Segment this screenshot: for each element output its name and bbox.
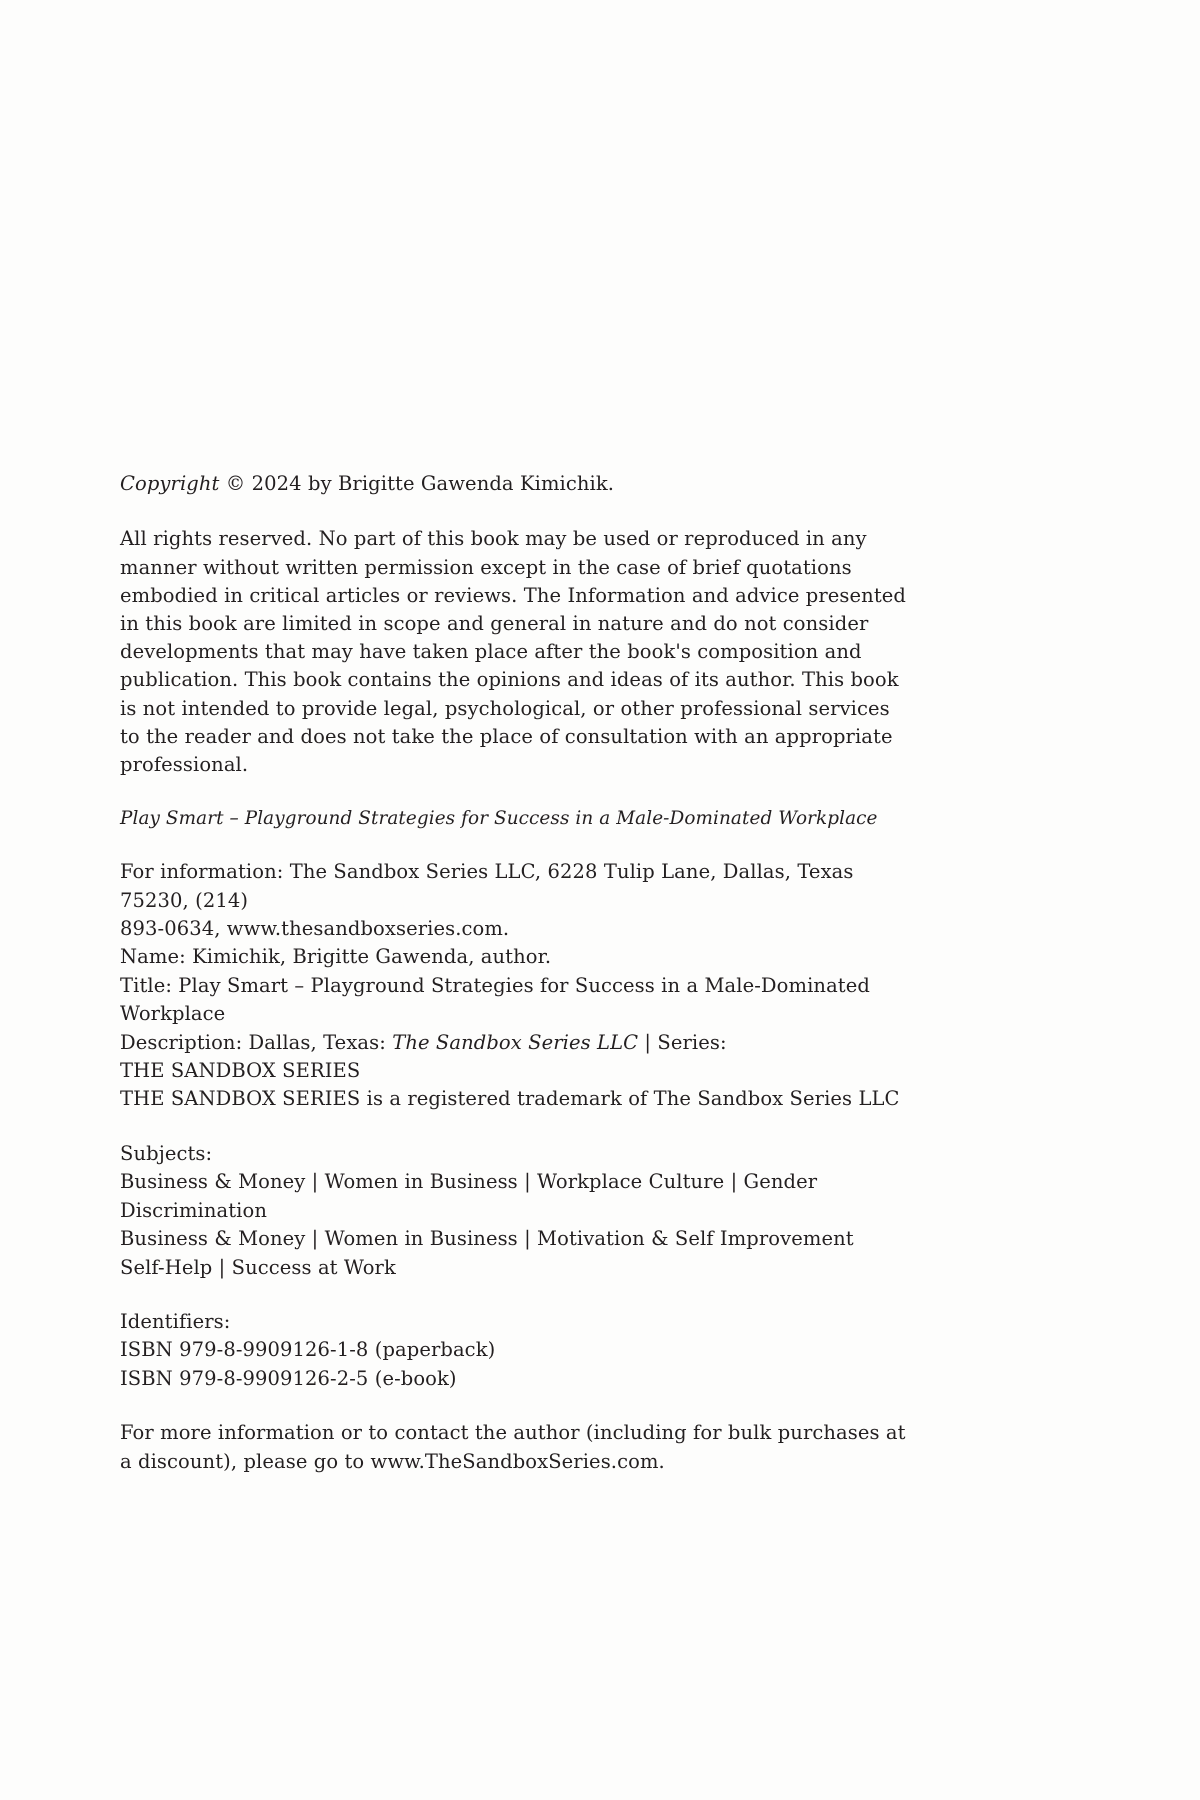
isbn-ebook: ISBN 979-8-9909126-2-5 (e-book)	[120, 1366, 457, 1390]
book-title-line: Play Smart – Playground Strategies for Success in a Male-Dominated Workplace	[120, 808, 878, 830]
cataloging-block	[120, 858, 910, 1114]
copyright-word: Copyright	[120, 472, 220, 495]
description-line	[120, 1029, 910, 1057]
subjects-line: Self-Help | Success at Work	[120, 1255, 396, 1279]
title-line: Title: Play Smart – Playground Strategies for Success in a Male-Dominated Workplace	[120, 973, 870, 1026]
subjects-heading: Subjects:	[120, 1141, 213, 1165]
isbn-paperback: ISBN 979-8-9909126-1-8 (paperback)	[120, 1338, 496, 1362]
trademark-line: THE SANDBOX SERIES is a registered trademark of The Sandbox Series LLC	[120, 1087, 900, 1111]
identifiers-heading: Identifiers:	[120, 1309, 231, 1333]
text-block	[120, 470, 910, 1476]
copyright-line	[120, 470, 910, 498]
series-name-line: THE SANDBOX SERIES	[120, 1059, 361, 1083]
identifiers-block	[120, 1308, 910, 1393]
contact-paragraph: For more information or to contact the author (including for bulk purchases at a discount), please go to www.TheSandboxSeries.com.	[120, 1421, 906, 1473]
contact-info-line-2: 893-0634, www.thesandboxseries.com.	[120, 917, 510, 941]
subjects-line: Business & Money | Women in Business | Workplace Culture | Gender Discrimination	[120, 1170, 818, 1222]
description-publisher-italic: The Sandbox Series LLC	[392, 1030, 639, 1054]
contact-info-line-1: For information: The Sandbox Series LLC, 6228 Tulip Lane, Dallas, Texas 75230, (214)	[120, 860, 854, 912]
copyright-holder: © 2024 by Brigitte Gawenda Kimichik.	[219, 472, 615, 495]
subjects-block	[120, 1140, 910, 1282]
author-name-line: Name: Kimichik, Brigitte Gawenda, author.	[120, 945, 552, 969]
description-suffix: | Series:	[638, 1030, 727, 1054]
all-rights-reserved-paragraph: All rights reserved. No part of this book may be used or reproduced in any manner without written permission except in the case of brief quotations embodied in critical articles or reviews. The Information and advice presented in this book are limited in scope and general in nature and do not consider developments that may have taken place after the book's composition and publication. This book contains the opinions and ideas of its author. This book is not intended to provide legal, psychological, or other professional services to the reader and does not take the place of consultation with an appropriate professional.	[120, 527, 906, 777]
subjects-line: Business & Money | Women in Business | Motivation & Self Improvement	[120, 1227, 854, 1251]
description-prefix: Description: Dallas, Texas:	[120, 1030, 393, 1054]
